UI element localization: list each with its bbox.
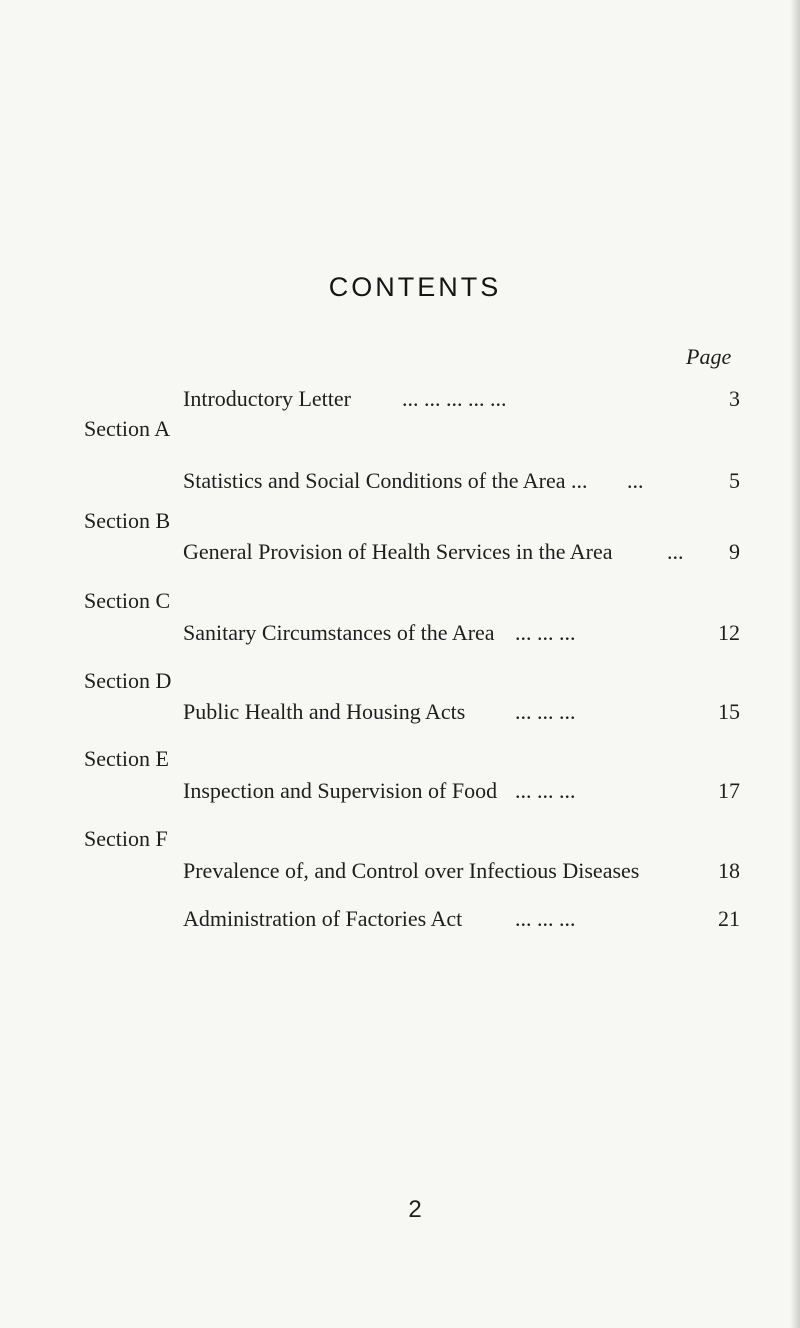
toc-section-label-c: Section C <box>84 588 171 613</box>
toc-entry-leaders: ... <box>667 539 684 564</box>
toc-entry-leaders: ... ... ... <box>515 699 576 724</box>
toc-entry-page-number: 5 <box>729 468 740 493</box>
toc-entry-title-inspection: Inspection and Supervision of Food <box>183 778 498 803</box>
toc-section-label-b: Section B <box>84 508 171 533</box>
page-title: CONTENTS <box>328 272 502 302</box>
toc-entry-title-introductory-letter: Introductory Letter <box>183 386 351 411</box>
toc-section-label-d: Section D <box>84 668 172 693</box>
page-edge-shadow <box>790 0 800 1328</box>
page-column-label: Page <box>686 344 732 369</box>
toc-entry-page-number: 3 <box>729 386 740 411</box>
toc-section-label-e: Section E <box>84 746 169 771</box>
toc-entry-leaders: ... ... ... <box>515 906 576 931</box>
toc-entry-leaders: ... ... ... <box>515 620 576 645</box>
page-number-footer: 2 <box>408 1196 422 1223</box>
toc-entry-page-number: 12 <box>718 620 740 645</box>
toc-entry-leaders: ... <box>627 468 644 493</box>
toc-entry-title-statistics: Statistics and Social Conditions of the Area ... <box>183 468 588 493</box>
toc-entry-page-number: 21 <box>718 906 740 931</box>
toc-entry-title-sanitary: Sanitary Circumstances of the Area <box>183 620 495 645</box>
toc-section-label-f: Section F <box>84 826 168 851</box>
toc-section-label-a: Section A <box>84 416 171 441</box>
toc-entry-page-number: 18 <box>718 858 740 883</box>
toc-entry-leaders: ... ... ... <box>515 778 576 803</box>
toc-entry-title-general-provision: General Provision of Health Services in the Area <box>183 539 613 564</box>
toc-entry-title-factories-act: Administration of Factories Act <box>183 906 463 931</box>
toc-entry-title-public-health: Public Health and Housing Acts <box>183 699 466 724</box>
toc-entry-page-number: 9 <box>729 539 740 564</box>
toc-entry-title-prevalence: Prevalence of, and Control over Infectious Diseases <box>183 858 640 883</box>
toc-entry-leaders: ... ... ... ... ... <box>402 386 507 411</box>
toc-entry-page-number: 15 <box>718 699 740 724</box>
toc-entry-page-number: 17 <box>718 778 740 803</box>
